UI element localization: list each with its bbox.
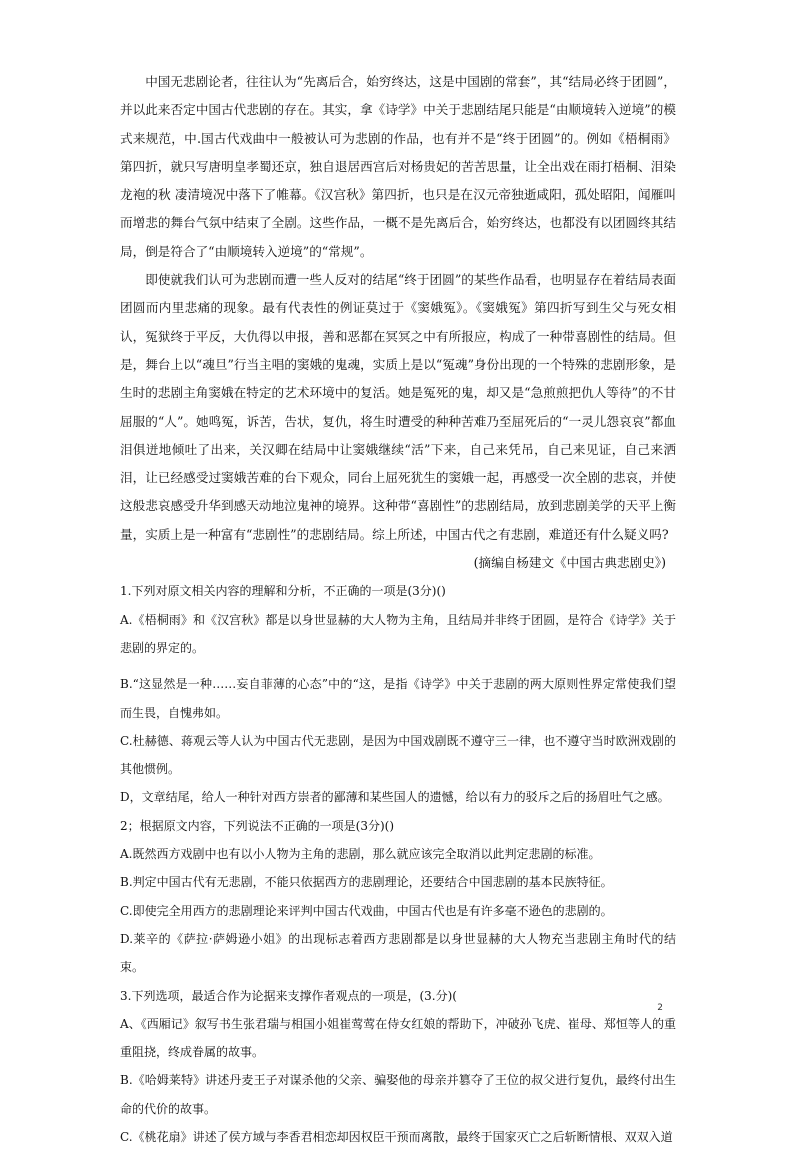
document-page	[120, 68, 676, 1151]
question-3-option-a: A、《西厢记》叙写书生张君瑞与相国小姐崔莺莺在侍女红娘的帮助下，冲破孙飞虎、崔母、郑恒等人的重重阻挠，终成眷属的故事。	[120, 1016, 676, 1060]
question-2-title: 2；根据原文内容，下列说法不正确的一项是(3分)()	[120, 818, 394, 833]
question-3-option-b: B.《哈姆莱特》讲述丹麦王子对谋杀他的父亲、骗娶他的母亲并篡夺了王位的叔父进行复仇，最终付出生命的代价的故事。	[120, 1073, 676, 1116]
passage-paragraph-1: 中国无悲剧论者，往往认为“先离后合，始穷终达，这是中国剧的常套”，其“结局必终于团圆”，并以此来否定中国古代悲剧的存在。其实，拿《诗学》中关于悲剧结尾只能是“由顺境转入逆境”的模式来规范，中.国古代戏曲中一般被认可为悲剧的作品，也有并不是“终于团圆”的。例如《梧桐雨》第四折，就只写唐明皇孝蜀还京，独自退居西宫后对杨贵妃的苦苦思量，让全出戏在雨打梧桐、泪染龙袍的秋 凄清境况中落下了帷幕。《汉宫秋》第四折，也只是在汉元帝独逝咸阳，孤处昭阳，闻雁叫而增悲的舞台气氛中结束了全剧。这些作品，一概不是先离后合，始穷终达，也都没有以团圆终其结局，倒是符合了“由顺境转入逆境”的“常规”。	[120, 74, 676, 259]
question-2-option-d: D.莱辛的《萨拉·萨姆逊小姐》的出现标志着西方悲剧都是以身世显赫的大人物充当悲剧主角时代的结束。	[120, 931, 676, 975]
question-1-title: 1.下列对原文相关内容的理解和分析，不正确的一项是(3分)()	[120, 584, 446, 599]
passage-paragraph-2: 即使就我们认可为悲剧而遭一些人反对的结尾“终于团圆”的某些作品看，也明显存在着结局表面团圆而内里悲痛的现象。最有代表性的例证莫过于《窦娥冤》。《窦娥冤》第四折写到生父与死女相认，冤狱终于平反，大仇得以申报，善和恶都在冥冥之中有所报应，构成了一种带喜剧性的结局。但是，舞台上以“魂旦”行当主唱的窦娥的鬼魂，实质上是以“冤魂”身份出现的一个特殊的悲剧形象，是生时的悲剧主角窦娥在特定的艺术环境中的复活。她是冤死的鬼，却又是“急煎煎把仇人等待”的不甘屈服的“人”。她鸣冤，诉苦，告状，复仇，将生时遭受的种种苦难乃至屈死后的“一灵儿怨哀哀”都血泪俱迸地倾吐了出来，关汉卿在结局中让窦娥继续“活”下来，自己来凭吊，自己来见证，自己来洒泪，让已经感受过窦娥苦难的台下观众，同台上屈死犹生的窦娥一起，再感受一次全剧的悲哀，并使这般悲哀感受升华到感天动地泣鬼神的境界。这种带“喜剧性”的悲剧结局，放到悲剧美学的天平上衡量，实质上是一种富有“悲剧性”的悲剧结局。综上所述，中国古代之有悲剧，难道还有什么疑义吗?	[120, 272, 676, 542]
question-1-option-a: A.《梧桐雨》和《汉宫秋》都是以身世显赫的大人物为主角，且结局并非终于团圆，是符合《诗学》关于悲剧的界定的。	[120, 612, 676, 655]
question-2-option-c: C.即使完全用西方的悲剧理论来评判中国古代戏曲，中国古代也是有许多毫不逊色的悲剧的。	[120, 903, 613, 918]
page-number: 2	[657, 1003, 663, 1013]
question-2-option-a: A.既然西方戏剧中也有以小人物为主角的悲剧，那么就应该完全取消以此判定悲剧的标准。	[120, 847, 601, 862]
question-1-option-b: B.“这显然是一种……妄自菲薄的心态”中的“这，是指《诗学》中关于悲剧的两大原则性界定常使我们望而生畏，自愧弗如。	[120, 677, 676, 720]
question-3-title: 3.下列选项，最适合作为论据来支撑作者观点的一项是，(3.分)(	[120, 988, 457, 1003]
question-1-option-c: C.杜赫德、蒋观云等人认为中国古代无悲剧，是因为中国戏剧既不遵守三一律，也不遵守当时欧洲戏剧的其他惯例。	[120, 733, 676, 777]
question-2-option-b: B.判定中国古代有无悲剧，不能只依据西方的悲剧理论，还要结合中国悲剧的基本民族特征。	[120, 875, 613, 890]
passage-source: (摘编自杨建文《中国古典悲剧史》)	[473, 555, 666, 571]
question-3-option-c: C.《桃花扇》讲述了侯方域与李香君相恋却因权臣干预而离散，最终于国家灭亡之后斩断情根、双双入道	[120, 1129, 673, 1144]
question-1-option-d: D，文章结尾，给人一种针对西方崇者的鄙薄和某些国人的遗憾，给以有力的驳斥之后的扬眉吐气之感。	[120, 790, 670, 805]
